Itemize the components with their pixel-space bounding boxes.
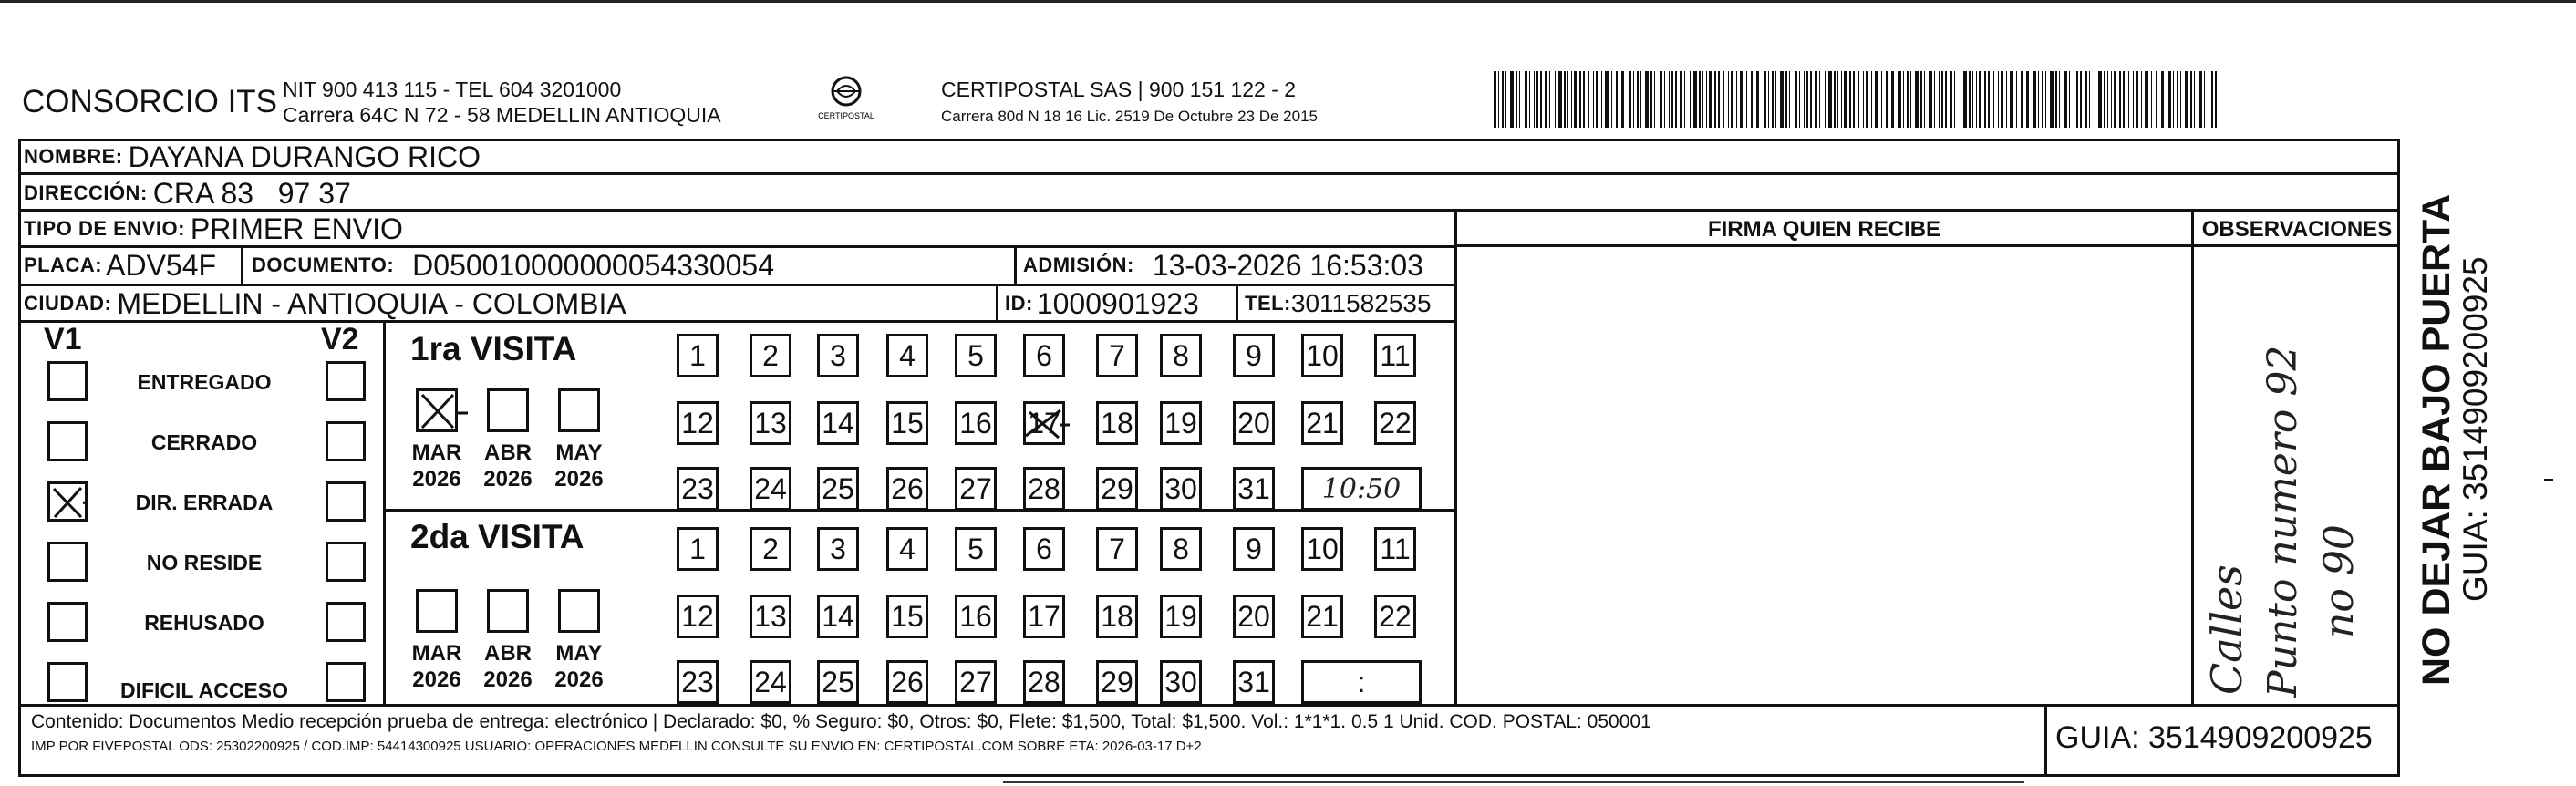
side-warning: NO DEJAR BAJO PUERTA (2415, 193, 2458, 686)
day-box[interactable]: 13 (750, 595, 791, 638)
day-box[interactable]: 19 (1160, 595, 1202, 638)
nombre-label: NOMBRE: (24, 145, 123, 168)
day-box[interactable]: 21 (1301, 401, 1343, 445)
status-label: DIR. ERRADA (135, 491, 274, 514)
row-nombre (18, 139, 2400, 175)
day-box[interactable]: 27 (955, 467, 997, 511)
obs-handwriting-1: Calles (2202, 564, 2251, 695)
ciudad-value: MEDELLIN - ANTIOQUIA - COLOMBIA (117, 286, 626, 320)
day-box[interactable]: 4 (886, 334, 928, 377)
documento-value: D050010000000054330054 (412, 248, 774, 282)
day-box[interactable]: 3 (817, 334, 859, 377)
second-visit-label: 2da VISITA (410, 518, 585, 555)
admision-label: ADMISIÓN: (1023, 253, 1134, 276)
row-direccion (18, 175, 2400, 212)
day-box[interactable]: 31 (1233, 467, 1275, 511)
day-box[interactable]: 22 (1374, 401, 1416, 445)
barcode (1492, 71, 2221, 128)
certipostal-logo (814, 73, 878, 128)
company-address: Carrera 64C N 72 - 58 MEDELLIN ANTIOQUIA (283, 103, 721, 127)
observaciones-label: OBSERVACIONES (2201, 217, 2393, 242)
tipo-value: PRIMER ENVIO (190, 212, 403, 245)
v1-checkbox[interactable] (47, 361, 88, 401)
month-label: MAY 2026 (554, 641, 604, 692)
admision-value: 13-03-2026 16:53:03 (1152, 248, 1423, 282)
firma-label: FIRMA QUIEN RECIBE (1707, 217, 1941, 242)
v1-checkbox[interactable] (47, 481, 88, 522)
status-label: REHUSADO (144, 611, 264, 635)
day-box[interactable]: 18 (1096, 595, 1138, 638)
month-label: ABR 2026 (483, 440, 533, 491)
id-label: ID: (1005, 292, 1033, 315)
day-box[interactable]: 8 (1160, 334, 1202, 377)
footer-guia: GUIA: 3514909200925 (2055, 720, 2373, 755)
day-box[interactable]: 28 (1023, 467, 1065, 511)
v2-label: V2 (321, 322, 359, 357)
day-box[interactable]: 12 (677, 401, 719, 445)
month-label: MAR 2026 (411, 440, 462, 491)
day-box[interactable]: 16 (955, 401, 997, 445)
status-label: CERRADO (150, 430, 258, 454)
v2-checkbox[interactable] (326, 361, 366, 401)
v2-checkbox[interactable] (326, 602, 366, 642)
row-tipo (18, 212, 1454, 248)
second-visit-time[interactable]: : (1301, 660, 1422, 704)
footer-imp: IMP POR FIVEPOSTAL ODS: 25302200925 / COD.IMP: 54414300925 USUARIO: OPERACIONES MEDELLIN CONSULTE SU ENVIO EN: CERTIPOSTAL.COM SOBRE ETA: 2026-03-17 D+2 (31, 739, 1202, 754)
day-box[interactable]: 24 (750, 467, 791, 511)
v2-checkbox[interactable] (326, 481, 366, 522)
side-guia: GUIA: 3514909200925 (2457, 256, 2494, 602)
day-box[interactable]: 27 (955, 660, 997, 704)
day-box[interactable]: 6 (1023, 527, 1065, 571)
scan-edge (0, 0, 2576, 3)
day-box[interactable]: 20 (1233, 401, 1275, 445)
direccion-label: DIRECCIÓN: (24, 181, 148, 204)
tipo-label: TIPO DE ENVIO: (24, 217, 185, 240)
company-name: CONSORCIO ITS (22, 84, 278, 119)
day-box[interactable]: 20 (1233, 595, 1275, 638)
v2-checkbox[interactable] (326, 662, 366, 702)
day-box[interactable]: 26 (886, 467, 928, 511)
month-checkbox[interactable] (416, 589, 458, 633)
placa-label: PLACA: (24, 253, 103, 276)
day-box[interactable]: 28 (1023, 660, 1065, 704)
day-box[interactable]: 19 (1160, 401, 1202, 445)
status-label: DIFICIL ACCESO (119, 678, 288, 702)
day-box[interactable]: 9 (1233, 334, 1275, 377)
v1-checkbox[interactable] (47, 542, 88, 582)
day-box[interactable]: 9 (1233, 527, 1275, 571)
day-box[interactable]: 13 (750, 401, 791, 445)
carrier-name: CERTIPOSTAL SAS | 900 151 122 - 2 (941, 78, 1297, 101)
row-ciudad (18, 286, 1454, 323)
svg-text:CERTIPOSTAL: CERTIPOSTAL (818, 111, 874, 120)
day-box[interactable]: 1 (677, 334, 719, 377)
day-box[interactable]: 2 (750, 527, 791, 571)
day-box[interactable]: 29 (1096, 660, 1138, 704)
month-checkbox[interactable] (558, 589, 600, 633)
day-box[interactable]: 15 (886, 595, 928, 638)
day-box[interactable]: 7 (1096, 334, 1138, 377)
carrier-address: Carrera 80d N 18 16 Lic. 2519 De Octubre 23 De 2015 (941, 108, 1318, 125)
month-label: MAY 2026 (554, 440, 604, 491)
day-box[interactable]: 22 (1374, 595, 1416, 638)
day-box[interactable]: 30 (1160, 660, 1202, 704)
signature-area[interactable] (1457, 247, 2191, 704)
month-checkbox[interactable] (487, 388, 529, 432)
day-box[interactable]: 4 (886, 527, 928, 571)
day-box[interactable]: 24 (750, 660, 791, 704)
status-label: ENTREGADO (137, 370, 272, 394)
direccion-value: CRA 83 97 37 (152, 176, 351, 210)
day-box[interactable]: 25 (817, 467, 859, 511)
day-box[interactable]: 10 (1301, 527, 1343, 571)
first-visit-label: 1ra VISITA (410, 330, 577, 367)
status-label: NO RESIDE (146, 551, 263, 574)
day-box[interactable]: 15 (886, 401, 928, 445)
v1-checkbox[interactable] (47, 662, 88, 702)
day-box[interactable]: 23 (677, 660, 719, 704)
documento-label: DOCUMENTO: (252, 253, 395, 276)
month-checkbox[interactable] (558, 388, 600, 432)
id-value: 1000901923 (1036, 286, 1199, 320)
v2-checkbox[interactable] (326, 421, 366, 461)
row-placa (18, 246, 1454, 286)
day-box[interactable]: 29 (1096, 467, 1138, 511)
tel-label: TEL: (1245, 292, 1291, 315)
day-box[interactable]: 30 (1160, 467, 1202, 511)
tel-value: 3011582535 (1290, 289, 1432, 317)
day-box[interactable]: 6 (1023, 334, 1065, 377)
first-visit-time[interactable]: 10:50 (1301, 467, 1422, 511)
month-label: MAR 2026 (411, 641, 462, 692)
day-box[interactable]: 10 (1301, 334, 1343, 377)
company-nit: NIT 900 413 115 - TEL 604 3201000 (283, 78, 622, 101)
ciudad-label: CIUDAD: (24, 292, 112, 315)
obs-handwriting-3: no 90 (2316, 524, 2363, 638)
day-box[interactable]: 17 (1023, 401, 1065, 445)
day-box[interactable]: 8 (1160, 527, 1202, 571)
day-box[interactable]: 5 (955, 527, 997, 571)
day-box[interactable]: 16 (955, 595, 997, 638)
day-box[interactable]: 2 (750, 334, 791, 377)
day-box[interactable]: 14 (817, 595, 859, 638)
day-box[interactable]: 3 (817, 527, 859, 571)
month-label: ABR 2026 (483, 641, 533, 692)
nombre-value: DAYANA DURANGO RICO (128, 140, 481, 173)
day-box[interactable]: 11 (1374, 334, 1416, 377)
day-box[interactable]: 26 (886, 660, 928, 704)
v2-checkbox[interactable] (326, 542, 366, 582)
day-box[interactable]: 17 (1023, 595, 1065, 638)
day-box[interactable]: 25 (817, 660, 859, 704)
day-box[interactable]: 12 (677, 595, 719, 638)
month-checkbox[interactable] (416, 388, 458, 432)
day-box[interactable]: 7 (1096, 527, 1138, 571)
day-box[interactable]: 1 (677, 527, 719, 571)
v1-label: V1 (44, 322, 82, 357)
day-box[interactable]: 21 (1301, 595, 1343, 638)
day-box[interactable]: 18 (1096, 401, 1138, 445)
day-box[interactable]: 5 (955, 334, 997, 377)
v1-checkbox[interactable] (47, 421, 88, 461)
day-box[interactable]: 14 (817, 401, 859, 445)
v1-checkbox[interactable] (47, 602, 88, 642)
day-box[interactable]: 11 (1374, 527, 1416, 571)
footer-contenido: Contenido: Documentos Medio recepción prueba de entrega: electrónico | Declarado: $0, % Seguro: $0, Otros: $0, Flete: $1,500, Total: $1,500. Vol.: 1*1*1. 0.5 1 Unid. COD. POSTAL: 050001 (31, 711, 1651, 732)
obs-handwriting-2: Punto numero 92 (2260, 345, 2306, 698)
day-box[interactable]: 23 (677, 467, 719, 511)
month-checkbox[interactable] (487, 589, 529, 633)
day-box[interactable]: 31 (1233, 660, 1275, 704)
placa-value: ADV54F (106, 248, 217, 282)
